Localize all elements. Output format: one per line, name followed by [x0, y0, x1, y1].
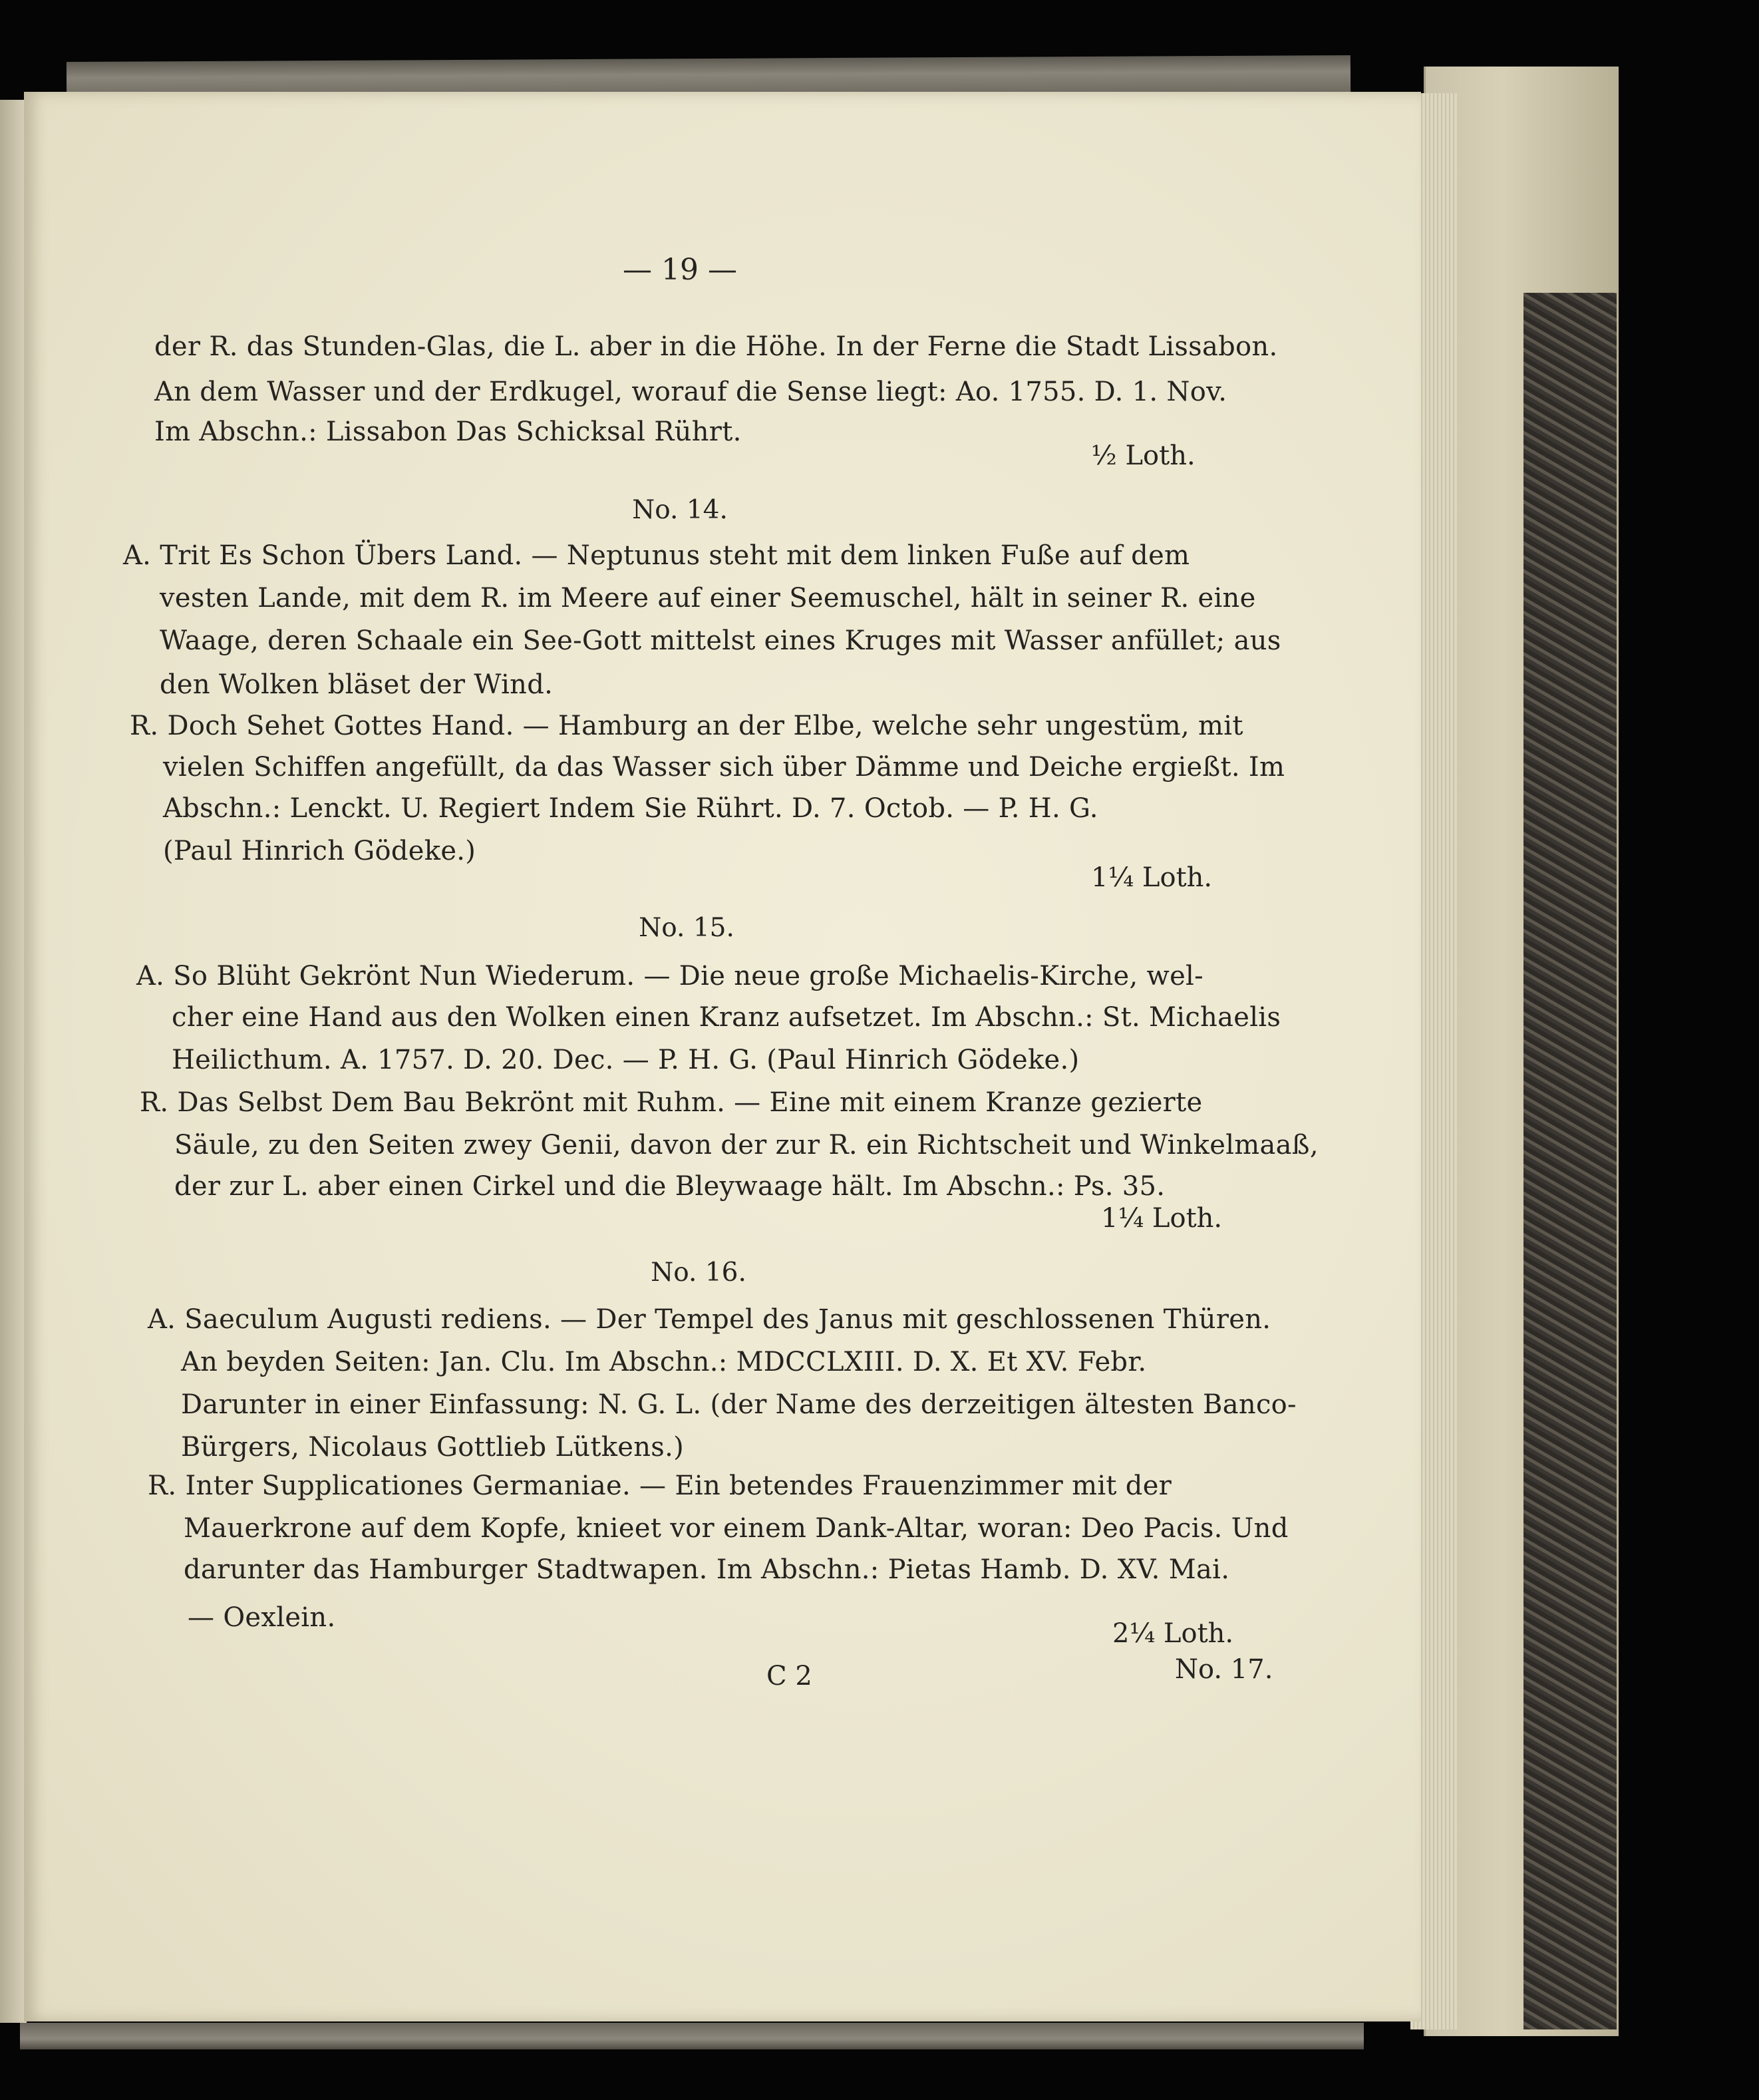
entry-number: No. 14.	[632, 495, 728, 525]
page-number: — 19 —	[623, 253, 737, 287]
weight-label: 1¼ Loth.	[1091, 862, 1213, 893]
entry-number: No. 16.	[651, 1258, 746, 1288]
weight-label: ½ Loth.	[1091, 440, 1196, 471]
marbled-board	[1523, 293, 1617, 2029]
text-line: der R. das Stunden-Glas, die L. aber in die Höhe. In der Ferne die Stadt Lissabon.	[154, 331, 1278, 362]
facing-page-edge	[0, 100, 27, 2023]
text-line: A. Saeculum Augusti rediens. — Der Tempel des Janus mit geschlossenen Thüren.	[148, 1304, 1271, 1335]
text-line: Darunter in einer Einfassung: N. G. L. (der Name des derzeitigen ältesten Banco-	[181, 1389, 1297, 1420]
text-line: (Paul Hinrich Gödeke.)	[163, 836, 476, 866]
text-line: Bürgers, Nicolaus Gottlieb Lütkens.)	[181, 1432, 685, 1463]
text-line: cher eine Hand aus den Wolken einen Kranz aufsetzet. Im Abschn.: St. Michaelis	[172, 1002, 1281, 1033]
text-line: Mauerkrone auf dem Kopfe, knieet vor einem Dank-Altar, woran: Deo Pacis. Und	[184, 1513, 1289, 1544]
weight-label: 2¼ Loth.	[1112, 1618, 1234, 1649]
text-line: der zur L. aber einen Cirkel und die Bleywaage hält. Im Abschn.: Ps. 35.	[174, 1171, 1166, 1202]
text-line: An beyden Seiten: Jan. Clu. Im Abschn.: MDCCLXIII. D. X. Et XV. Febr.	[181, 1347, 1147, 1377]
catchword: No. 17.	[1175, 1654, 1273, 1685]
text-line: den Wolken bläset der Wind.	[160, 669, 554, 700]
text-line: vielen Schiffen angefüllt, da das Wasser sich über Dämme und Deiche ergießt. Im	[163, 752, 1285, 783]
text-line: Waage, deren Schaale ein See-Gott mittelst eines Kruges mit Wasser anfüllet; aus	[160, 625, 1281, 656]
weight-label: 1¼ Loth.	[1101, 1203, 1223, 1234]
text-line: — Oexlein.	[188, 1602, 336, 1633]
text-line: Säule, zu den Seiten zwey Genii, davon der zur R. ein Richtscheit und Winkelmaaß,	[174, 1130, 1319, 1160]
text-line: darunter das Hamburger Stadtwapen. Im Abschn.: Pietas Hamb. D. XV. Mai.	[184, 1554, 1230, 1585]
text-line: A. So Blüht Gekrönt Nun Wiederum. — Die neue große Michaelis-Kirche, wel-	[136, 961, 1203, 991]
text-line: A. Trit Es Schon Übers Land. — Neptunus steht mit dem linken Fuße auf dem	[123, 540, 1190, 571]
text-line: Im Abschn.: Lissabon Das Schicksal Rührt.	[154, 417, 742, 447]
entry-number: No. 15.	[639, 913, 734, 943]
text-line: Heilicthum. A. 1757. D. 20. Dec. — P. H. G. (Paul Hinrich Gödeke.)	[172, 1045, 1080, 1075]
text-line: R. Inter Supplicationes Germaniae. — Ein betendes Frauenzimmer mit der	[148, 1471, 1172, 1501]
text-line: vesten Lande, mit dem R. im Meere auf einer Seemuschel, hält in seiner R. eine	[160, 583, 1256, 613]
book-board-bottom	[20, 2023, 1364, 2049]
text-line: Abschn.: Lenckt. U. Regiert Indem Sie Rührt. D. 7. Octob. — P. H. G.	[163, 793, 1098, 824]
text-line: R. Das Selbst Dem Bau Bekrönt mit Ruhm. — Eine mit einem Kranze gezierte	[140, 1087, 1203, 1118]
text-line: An dem Wasser und der Erdkugel, worauf die Sense liegt: Ao. 1755. D. 1. Nov.	[154, 377, 1227, 407]
text-line: R. Doch Sehet Gottes Hand. — Hamburg an der Elbe, welche sehr ungestüm, mit	[130, 711, 1243, 741]
signature-mark: C 2	[766, 1661, 812, 1691]
